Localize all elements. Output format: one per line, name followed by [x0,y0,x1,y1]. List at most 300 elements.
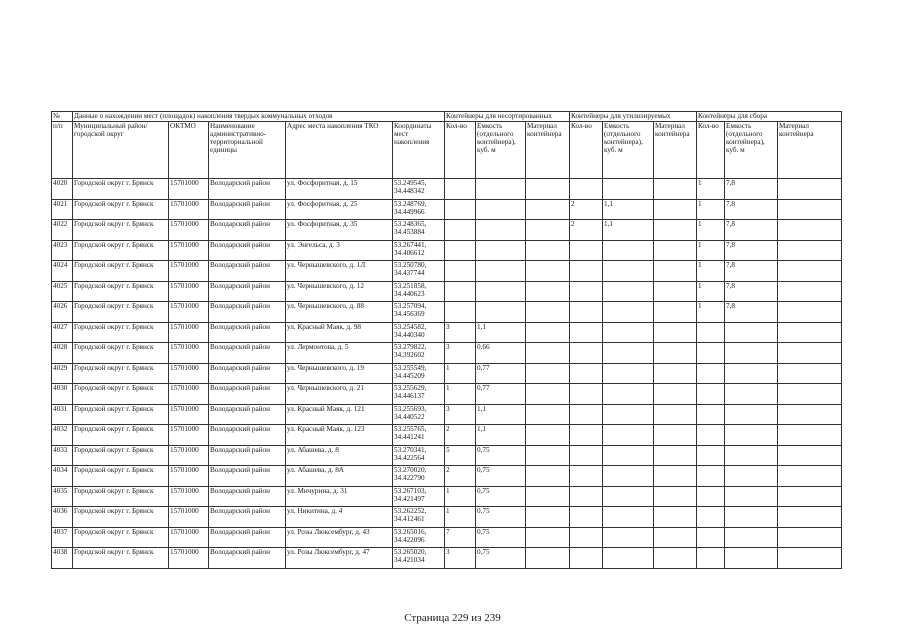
cell-municipality: Городской округ г. Брянск [73,363,169,384]
cell-capacity-recycle [603,425,654,446]
cell-admin-unit: Володарский район [209,281,286,302]
cell-capacity-other [725,507,778,528]
cell-admin-unit: Володарский район [209,507,286,528]
cell-material-mixed [526,466,570,487]
cell-oktmo: 15701000 [169,281,209,302]
cell-oktmo: 15701000 [169,261,209,282]
cell-num: 4022 [52,220,73,241]
cell-address: ул. Красный Маяк, д. 98 [286,322,393,343]
cell-municipality: Городской округ г. Брянск [73,404,169,425]
cell-count-mixed [445,220,476,241]
cell-coords: 53.255765, 34.441241 [393,425,445,446]
cell-num: 4026 [52,302,73,323]
cell-capacity-recycle [603,302,654,323]
col-address: Адрес места накопления ТКО [286,122,393,179]
cell-oktmo: 15701000 [169,507,209,528]
cell-material-mixed [526,425,570,446]
cell-material-recycle [654,425,697,446]
cell-num: 4035 [52,486,73,507]
cell-oktmo: 15701000 [169,425,209,446]
cell-count-recycle: 2 [570,220,603,241]
cell-num: 4024 [52,261,73,282]
cell-municipality: Городской округ г. Брянск [73,486,169,507]
cell-address: ул. Лермонтова, д. 5 [286,343,393,364]
cell-capacity-recycle: 1,1 [603,199,654,220]
cell-oktmo: 15701000 [169,220,209,241]
cell-count-other [697,404,725,425]
cell-coords: 53.249545, 34.448342 [393,179,445,200]
cell-capacity-mixed [476,261,526,282]
table-row [52,486,842,507]
cell-capacity-recycle [603,548,654,569]
col-coords: Координаты мест накопления [393,122,445,179]
cell-material-mixed [526,322,570,343]
table-row [52,548,842,569]
cell-num: 4021 [52,199,73,220]
cell-capacity-mixed: 0,75 [476,445,526,466]
cell-material-mixed [526,343,570,364]
cell-coords: 53.251858, 34.440623 [393,281,445,302]
cell-count-mixed: 7 [445,527,476,548]
cell-coords: 53.267441, 34.406612 [393,240,445,261]
cell-capacity-other [725,343,778,364]
table-row [52,466,842,487]
cell-oktmo: 15701000 [169,179,209,200]
cell-capacity-mixed: 0,75 [476,548,526,569]
cell-material-mixed [526,199,570,220]
table-row [52,527,842,548]
cell-admin-unit: Володарский район [209,302,286,323]
cell-capacity-recycle [603,466,654,487]
cell-count-other: 1 [697,199,725,220]
cell-material-other [778,302,842,323]
table-row [52,507,842,528]
cell-material-other [778,240,842,261]
table-row [52,322,842,343]
cell-coords: 53.255629, 34.446137 [393,384,445,405]
cell-count-recycle [570,261,603,282]
cell-capacity-recycle [603,179,654,200]
cell-address: ул. Энгельса, д. 3 [286,240,393,261]
cell-capacity-mixed: 0,75 [476,507,526,528]
cell-material-other [778,548,842,569]
cell-municipality: Городской округ г. Брянск [73,261,169,282]
cell-material-mixed [526,527,570,548]
cell-count-mixed: 3 [445,404,476,425]
cell-oktmo: 15701000 [169,363,209,384]
cell-capacity-mixed: 0,75 [476,527,526,548]
cell-address: ул. Фосфоритная, д. 15 [286,179,393,200]
cell-material-recycle [654,466,697,487]
table-header [52,112,842,179]
cell-material-recycle [654,281,697,302]
col-material-recycle: Материал контейнера [654,122,697,179]
cell-capacity-mixed [476,302,526,323]
cell-num: 4038 [52,548,73,569]
col-capacity-mixed: Емкость (отдельного контейнера), куб. м [476,122,526,179]
cell-count-other [697,527,725,548]
cell-municipality: Городской округ г. Брянск [73,240,169,261]
cell-address: ул. Абашева, д. 8 [286,445,393,466]
cell-material-mixed [526,507,570,528]
cell-capacity-recycle [603,527,654,548]
cell-count-recycle [570,466,603,487]
table-row [52,281,842,302]
cell-capacity-mixed: 0,77 [476,363,526,384]
cell-material-mixed [526,302,570,323]
cell-material-other [778,507,842,528]
cell-count-other [697,548,725,569]
col-admin-unit: Наименование административно-территориальной единицы [209,122,286,179]
table-row [52,302,842,323]
cell-material-other [778,527,842,548]
cell-capacity-recycle: 1,1 [603,220,654,241]
cell-capacity-recycle [603,322,654,343]
cell-coords: 53.270341, 34.422564 [393,445,445,466]
cell-count-mixed: 2 [445,425,476,446]
cell-material-other [778,281,842,302]
cell-material-other [778,199,842,220]
cell-coords: 53.257094, 34.456369 [393,302,445,323]
cell-capacity-other: 7,8 [725,281,778,302]
cell-count-recycle [570,384,603,405]
cell-municipality: Городской округ г. Брянск [73,507,169,528]
cell-address: ул. Красный Маяк, д. 123 [286,425,393,446]
cell-address: ул. Чернышевского, д. 1Л [286,261,393,282]
cell-count-other [697,425,725,446]
cell-count-other [697,363,725,384]
cell-material-mixed [526,445,570,466]
cell-num: 4034 [52,466,73,487]
cell-capacity-recycle [603,507,654,528]
cell-num: 4023 [52,240,73,261]
cell-material-recycle [654,322,697,343]
cell-material-recycle [654,548,697,569]
cell-capacity-other [725,363,778,384]
cell-address: ул. Красный Маяк, д. 121 [286,404,393,425]
cell-material-recycle [654,302,697,323]
cell-material-other [778,322,842,343]
cell-capacity-other [725,322,778,343]
cell-count-other [697,466,725,487]
document-page [51,111,841,569]
cell-count-recycle [570,404,603,425]
cell-count-mixed: 3 [445,343,476,364]
cell-count-other: 1 [697,302,725,323]
cell-capacity-mixed: 1,1 [476,425,526,446]
cell-count-other [697,322,725,343]
cell-count-mixed: 3 [445,548,476,569]
cell-material-other [778,343,842,364]
cell-material-other [778,404,842,425]
cell-coords: 53.265020, 34.421034 [393,548,445,569]
cell-coords: 53.270020, 34.422790 [393,466,445,487]
cell-count-mixed [445,240,476,261]
col-municipality: Муниципальный район/городской округ [73,122,169,179]
cell-capacity-other: 7,8 [725,199,778,220]
table-row [52,445,842,466]
table-row [52,425,842,446]
cell-oktmo: 15701000 [169,404,209,425]
cell-address: ул. Чернышевского, д. 21 [286,384,393,405]
cell-address: ул. Фосфоритная, д. 35 [286,220,393,241]
table-row [52,261,842,282]
cell-admin-unit: Володарский район [209,445,286,466]
cell-count-recycle [570,425,603,446]
cell-count-mixed: 1 [445,363,476,384]
cell-count-recycle [570,322,603,343]
registry-table [51,111,842,569]
cell-admin-unit: Володарский район [209,261,286,282]
cell-coords: 53.265016, 34.422096 [393,527,445,548]
cell-num: 4032 [52,425,73,446]
cell-address: ул. Мичурина, д. 31 [286,486,393,507]
cell-count-mixed [445,179,476,200]
cell-num: 4029 [52,363,73,384]
cell-coords: 53.255693, 34.440522 [393,404,445,425]
col-material-other: Материал контейнера [778,122,842,179]
cell-material-recycle [654,404,697,425]
cell-material-recycle [654,445,697,466]
cell-count-other [697,486,725,507]
cell-material-other [778,425,842,446]
cell-material-other [778,466,842,487]
cell-oktmo: 15701000 [169,322,209,343]
cell-count-recycle [570,445,603,466]
cell-num: 4027 [52,322,73,343]
cell-oktmo: 15701000 [169,384,209,405]
cell-capacity-other: 7,8 [725,261,778,282]
cell-coords: 53.254582, 34.440340 [393,322,445,343]
cell-capacity-other [725,384,778,405]
cell-capacity-mixed [476,281,526,302]
table-row [52,404,842,425]
cell-admin-unit: Володарский район [209,404,286,425]
cell-capacity-recycle [603,363,654,384]
cell-count-mixed: 2 [445,466,476,487]
other-containers-header: Контейнеры для сбора [697,112,842,122]
cell-material-recycle [654,220,697,241]
cell-count-recycle [570,281,603,302]
col-count-mixed: Кол-во [445,122,476,179]
cell-count-recycle: 2 [570,199,603,220]
cell-num: 4037 [52,527,73,548]
cell-capacity-recycle [603,281,654,302]
col-capacity-other: Емкость (отдельного контейнера), куб. м [725,122,778,179]
cell-num: 4033 [52,445,73,466]
cell-capacity-recycle [603,384,654,405]
table-row [52,240,842,261]
cell-count-other [697,445,725,466]
cell-material-other [778,486,842,507]
cell-coords: 53.248365, 34.453884 [393,220,445,241]
cell-municipality: Городской округ г. Брянск [73,548,169,569]
cell-capacity-mixed: 1,1 [476,404,526,425]
cell-count-recycle [570,343,603,364]
cell-count-mixed: 1 [445,486,476,507]
cell-capacity-other [725,425,778,446]
table-row [52,199,842,220]
table-row [52,343,842,364]
table-body [52,179,842,569]
cell-count-recycle [570,507,603,528]
cell-admin-unit: Володарский район [209,548,286,569]
cell-material-mixed [526,240,570,261]
cell-admin-unit: Володарский район [209,240,286,261]
location-group-header: Данные о нахождении мест (площадок) накопления твердых коммунальных отходов [73,112,445,122]
cell-count-other [697,384,725,405]
cell-capacity-other: 7,8 [725,302,778,323]
cell-count-mixed: 1 [445,507,476,528]
cell-material-mixed [526,486,570,507]
cell-address: ул. Чернышевского, д. 19 [286,363,393,384]
cell-count-other: 1 [697,179,725,200]
recycle-containers-header: Контейнеры для утилизируемых [570,112,697,122]
cell-admin-unit: Володарский район [209,527,286,548]
cell-material-other [778,220,842,241]
cell-municipality: Городской округ г. Брянск [73,179,169,200]
cell-material-mixed [526,281,570,302]
cell-coords: 53.250780, 34.437744 [393,261,445,282]
cell-capacity-other [725,466,778,487]
cell-count-other: 1 [697,281,725,302]
cell-material-mixed [526,261,570,282]
cell-address: ул. Чернышевского, д. 12 [286,281,393,302]
col-material-mixed: Материал контейнера [526,122,570,179]
cell-capacity-recycle [603,261,654,282]
cell-admin-unit: Володарский район [209,363,286,384]
cell-num: 4025 [52,281,73,302]
cell-address: ул. Розы Люксембург, д. 47 [286,548,393,569]
cell-material-other [778,179,842,200]
col-capacity-recycle: Емкость (отдельного контейнера), куб. м [603,122,654,179]
cell-address: ул. Розы Люксембург, д. 43 [286,527,393,548]
cell-count-recycle [570,486,603,507]
page-number: Страница 229 из 239 [404,612,501,624]
cell-count-mixed [445,199,476,220]
cell-capacity-other [725,445,778,466]
cell-count-recycle [570,363,603,384]
cell-capacity-recycle [603,486,654,507]
cell-material-recycle [654,179,697,200]
cell-capacity-mixed: 0,75 [476,486,526,507]
cell-num: 4020 [52,179,73,200]
cell-num: 4036 [52,507,73,528]
cell-count-recycle [570,527,603,548]
cell-admin-unit: Володарский район [209,425,286,446]
cell-material-mixed [526,363,570,384]
cell-num: 4030 [52,384,73,405]
col-count-other: Кол-во [697,122,725,179]
cell-coords: 53.279822, 34.392602 [393,343,445,364]
cell-oktmo: 15701000 [169,240,209,261]
cell-address: ул. Фосфоритная, д. 25 [286,199,393,220]
cell-municipality: Городской округ г. Брянск [73,445,169,466]
cell-capacity-other [725,404,778,425]
cell-count-other [697,507,725,528]
cell-material-recycle [654,261,697,282]
cell-capacity-mixed [476,240,526,261]
cell-coords: 53.248769, 34.449966 [393,199,445,220]
cell-capacity-recycle [603,343,654,364]
cell-admin-unit: Володарский район [209,466,286,487]
cell-num: 4028 [52,343,73,364]
cell-capacity-other: 7,8 [725,240,778,261]
cell-admin-unit: Володарский район [209,343,286,364]
cell-material-mixed [526,404,570,425]
cell-capacity-other [725,527,778,548]
cell-count-other: 1 [697,261,725,282]
table-row [52,179,842,200]
cell-oktmo: 15701000 [169,466,209,487]
cell-capacity-other [725,548,778,569]
cell-material-mixed [526,179,570,200]
cell-count-mixed: 3 [445,322,476,343]
cell-count-mixed [445,281,476,302]
cell-coords: 53.255549, 34.445209 [393,363,445,384]
cell-admin-unit: Володарский район [209,486,286,507]
cell-municipality: Городской округ г. Брянск [73,527,169,548]
cell-capacity-mixed [476,220,526,241]
cell-material-mixed [526,220,570,241]
cell-material-other [778,445,842,466]
cell-count-recycle [570,302,603,323]
cell-capacity-recycle [603,445,654,466]
cell-capacity-mixed [476,199,526,220]
cell-material-other [778,363,842,384]
cell-admin-unit: Володарский район [209,322,286,343]
cell-capacity-other: 7,8 [725,220,778,241]
cell-material-recycle [654,199,697,220]
cell-municipality: Городской округ г. Брянск [73,425,169,446]
cell-oktmo: 15701000 [169,343,209,364]
table-row [52,363,842,384]
table-row [52,384,842,405]
cell-count-mixed [445,261,476,282]
cell-count-other [697,343,725,364]
cell-address: ул. Никитина, д. 4 [286,507,393,528]
mixed-containers-header: Контейнеры для несортированных [445,112,570,122]
cell-municipality: Городской округ г. Брянск [73,384,169,405]
cell-oktmo: 15701000 [169,527,209,548]
cell-count-mixed: 5 [445,445,476,466]
cell-address: ул. Абашева, д. 8А [286,466,393,487]
cell-address: ул. Чернышевского, д. 88 [286,302,393,323]
cell-capacity-mixed: 0,77 [476,384,526,405]
col-num: п/п [52,122,73,179]
cell-oktmo: 15701000 [169,445,209,466]
cell-count-recycle [570,240,603,261]
cell-material-mixed [526,548,570,569]
cell-material-recycle [654,486,697,507]
cell-capacity-mixed: 0,66 [476,343,526,364]
cell-material-recycle [654,240,697,261]
cell-municipality: Городской округ г. Брянск [73,466,169,487]
cell-count-recycle [570,548,603,569]
cell-material-other [778,384,842,405]
cell-municipality: Городской округ г. Брянск [73,343,169,364]
cell-capacity-mixed: 0,75 [476,466,526,487]
cell-material-recycle [654,343,697,364]
cell-oktmo: 15701000 [169,548,209,569]
cell-material-recycle [654,527,697,548]
cell-admin-unit: Володарский район [209,199,286,220]
cell-capacity-recycle [603,240,654,261]
cell-oktmo: 15701000 [169,199,209,220]
cell-count-recycle [570,179,603,200]
cell-municipality: Городской округ г. Брянск [73,302,169,323]
cell-material-other [778,261,842,282]
